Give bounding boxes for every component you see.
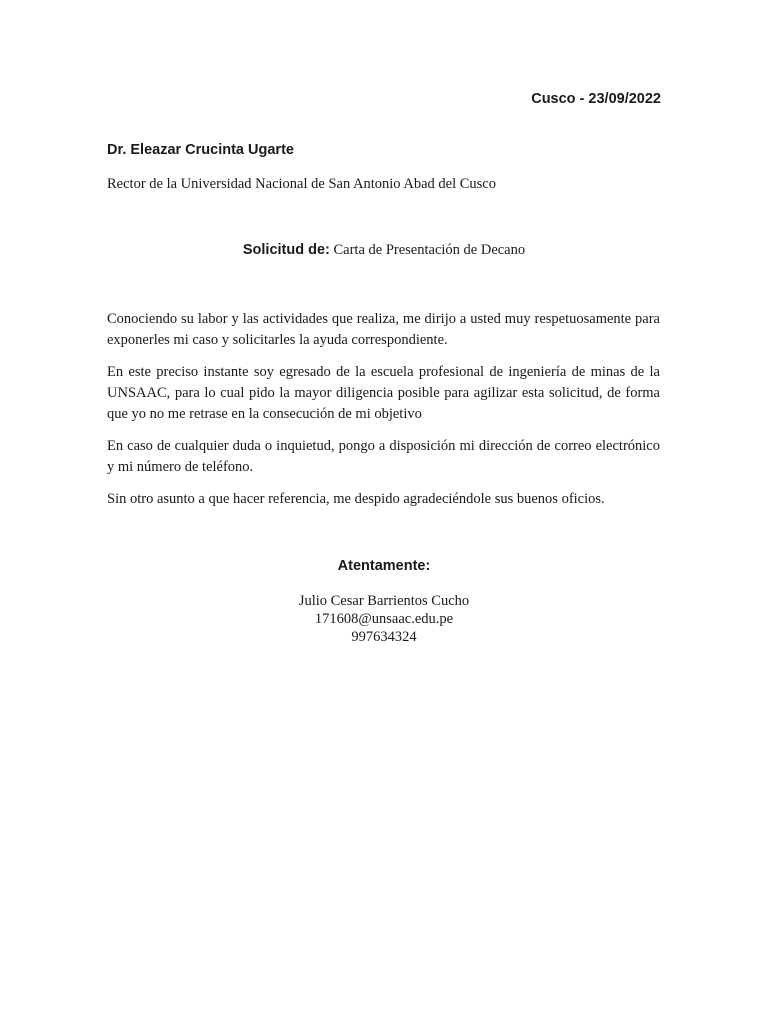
signature-block bbox=[0, 592, 768, 646]
recipient-name: Dr. Eleazar Crucinta Ugarte bbox=[107, 142, 294, 158]
body-paragraph: Sin otro asunto a que hacer referencia, me despido agradeciéndole sus buenos oficios. bbox=[107, 491, 605, 507]
letter-body bbox=[107, 309, 660, 521]
recipient-title: Rector de la Universidad Nacional de San Antonio Abad del Cusco bbox=[107, 176, 496, 192]
closing-salutation: Atentamente: bbox=[337, 558, 431, 574]
signature-email: 171608@unsaac.edu.pe bbox=[314, 611, 454, 627]
subject-label: Solicitud de: bbox=[242, 242, 330, 258]
subject-text: Carta de Presentación de Decano bbox=[333, 242, 526, 258]
letter-date: Cusco - 23/09/2022 bbox=[531, 91, 661, 107]
signature-phone: 997634324 bbox=[351, 629, 417, 645]
body-paragraph: En este preciso instante soy egresado de la escuela profesional de ingeniería de minas de la UNSAAC, para lo cual pido la mayor diligencia posible para agilizar esta solicitud, de forma que yo no me retrase en la consecución de mi objetivo bbox=[107, 364, 660, 422]
signature-name: Julio Cesar Barrientos Cucho bbox=[298, 593, 470, 609]
body-paragraph: Conociendo su labor y las actividades que realiza, me dirijo a usted muy respetuosamente para exponerles mi caso y solicitarles la ayuda correspondiente. bbox=[107, 311, 660, 348]
subject-line bbox=[0, 242, 768, 259]
body-paragraph: En caso de cualquier duda o inquietud, pongo a disposición mi dirección de correo electrónico y mi número de teléfono. bbox=[107, 438, 660, 475]
